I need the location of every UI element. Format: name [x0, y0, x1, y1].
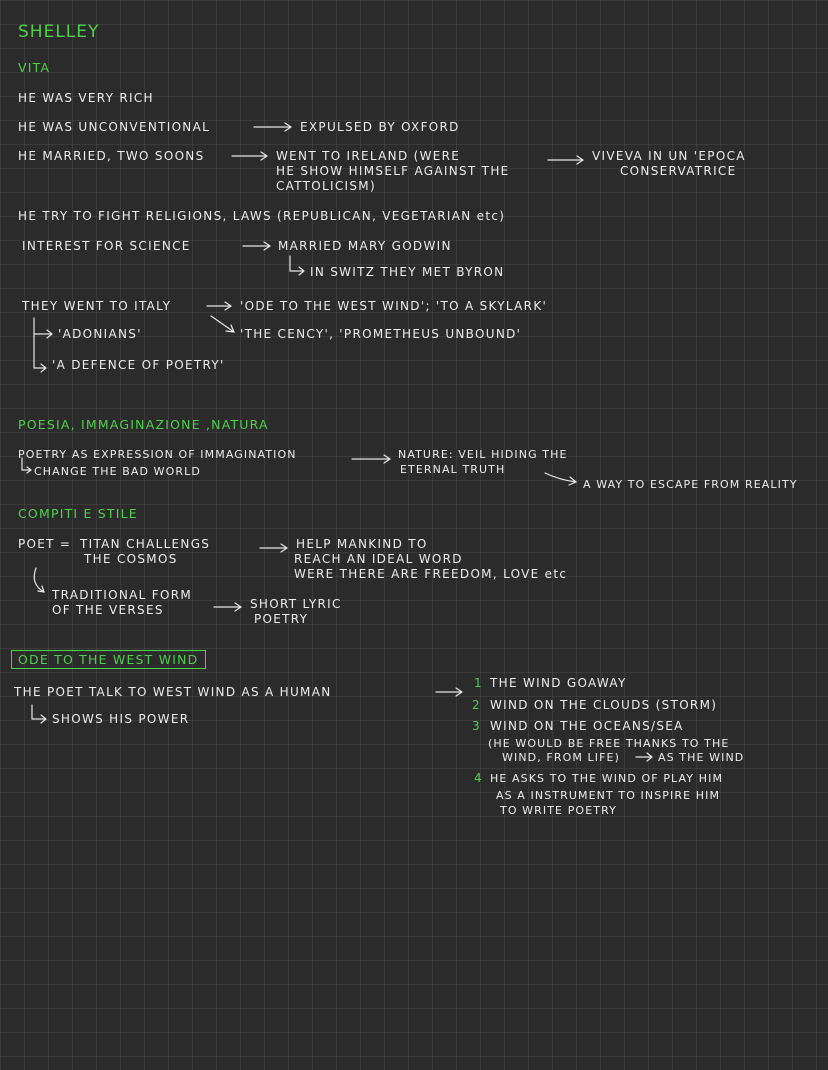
arrow-right-icon: [207, 302, 231, 310]
note-expulsed: EXPULSED BY OXFORD: [300, 120, 460, 134]
note-traditional-2: OF THE VERSES: [52, 603, 164, 617]
ode-item4-sub-2: TO WRITE POETRY: [500, 804, 617, 817]
note-rich: HE WAS VERY RICH: [18, 91, 154, 105]
note-godwin: MARRIED MARY GODWIN: [278, 239, 452, 253]
arrow-diagonal-icon: [545, 473, 576, 485]
arrow-right-icon: [254, 123, 291, 131]
curved-arrow-icon: [34, 568, 44, 592]
note-titan-1: TITAN CHALLENGS: [80, 537, 211, 551]
note-help-2: REACH AN IDEAL WORD: [294, 552, 463, 566]
note-epoca-1: VIVEVA IN UN 'EPOCA: [592, 149, 746, 163]
ode-item-text: WIND ON THE CLOUDS (STORM): [490, 698, 718, 712]
ode-item-text: HE ASKS TO THE WIND OF PLAY HIM: [490, 772, 724, 785]
arrow-right-icon: [243, 242, 270, 250]
note-help-3: WERE THERE ARE FREEDOM, LOVE etc: [294, 567, 568, 581]
note-adonians: 'ADONIANS': [58, 327, 142, 341]
note-byron: IN SWITZ THEY MET BYRON: [310, 265, 505, 279]
note-power: SHOWS HIS POWER: [52, 712, 190, 726]
ode-item-num: 4: [474, 771, 483, 785]
note-lyric-2: POETRY: [254, 612, 309, 626]
ode-item4-sub-1: AS A INSTRUMENT TO INSPIRE HIM: [496, 789, 721, 802]
hook-arrow-icon: [32, 705, 46, 723]
section-vita: VITA: [18, 60, 51, 75]
note-nature-2: ETERNAL TRUTH: [400, 463, 506, 476]
hook-arrow-icon: [34, 318, 52, 368]
ode-item-text: THE WIND GOAWAY: [490, 676, 627, 690]
note-italy: THEY WENT TO ITALY: [22, 299, 172, 313]
note-epoca-2: CONSERVATRICE: [620, 164, 737, 178]
arrow-right-icon: [214, 603, 241, 611]
note-defence: 'A DEFENCE OF POETRY': [52, 358, 225, 372]
page-title: SHELLEY: [18, 22, 100, 42]
note-nature-1: NATURE: VEIL HIDING THE: [398, 448, 568, 461]
note-poet: POET =: [18, 537, 72, 551]
note-titan-2: THE COSMOS: [84, 552, 178, 566]
note-traditional-1: TRADITIONAL FORM: [52, 588, 193, 602]
section-ode: ODE TO THE WEST WIND: [11, 650, 206, 669]
note-help-1: HELP MANKIND TO: [296, 537, 428, 551]
arrow-right-icon: [548, 156, 583, 164]
arrow-right-icon: [352, 455, 390, 463]
ode-item-num: 3: [472, 719, 481, 733]
ode-item-text: WIND ON THE OCEANS/SEA: [490, 719, 684, 733]
arrow-right-icon: [260, 544, 287, 552]
note-odes: 'ODE TO THE WEST WIND'; 'TO A SKYLARK': [240, 299, 548, 313]
note-escape: A WAY TO ESCAPE FROM REALITY: [583, 478, 798, 491]
arrow-right-icon: [636, 753, 652, 761]
note-ireland-2: HE SHOW HIMSELF AGAINST THE: [276, 164, 510, 178]
note-married: HE MARRIED, TWO SOONS: [18, 149, 205, 163]
ode-item-num: 2: [472, 698, 481, 712]
note-talk: THE POET TALK TO WEST WIND AS A HUMAN: [14, 685, 332, 699]
note-ireland-3: CATTOLICISM): [276, 179, 376, 193]
note-change: CHANGE THE BAD WORLD: [34, 465, 201, 478]
ode-item3-sub-3: AS THE WIND: [658, 751, 745, 764]
note-lyric-1: SHORT LYRIC: [250, 597, 342, 611]
ode-item3-sub-1: (HE WOULD BE FREE THANKS TO THE: [488, 737, 730, 750]
hook-arrow-icon: [290, 256, 304, 275]
note-ireland-1: WENT TO IRELAND (WERE: [276, 149, 461, 163]
note-fight: HE TRY TO FIGHT RELIGIONS, LAWS (REPUBLICAN, VEGETARIAN etc): [18, 209, 506, 223]
arrow-diagonal-icon: [211, 316, 234, 332]
note-cency: 'THE CENCY', 'PROMETHEUS UNBOUND': [240, 327, 522, 341]
section-poesia: POESIA, IMMAGINAZIONE ,NATURA: [18, 417, 269, 432]
note-expression: POETRY AS EXPRESSION OF IMMAGINATION: [18, 448, 297, 461]
ode-item3-sub-2: WIND, FROM LIFE): [502, 751, 620, 764]
note-science: INTEREST FOR SCIENCE: [22, 239, 191, 253]
arrow-right-icon: [232, 152, 267, 160]
arrow-right-icon: [436, 688, 462, 696]
hook-arrow-icon: [34, 364, 46, 372]
ode-item-num: 1: [474, 676, 483, 690]
hook-arrow-icon: [22, 458, 31, 473]
section-compiti: COMPITI E STILE: [18, 506, 138, 521]
note-unconventional: HE WAS UNCONVENTIONAL: [18, 120, 211, 134]
